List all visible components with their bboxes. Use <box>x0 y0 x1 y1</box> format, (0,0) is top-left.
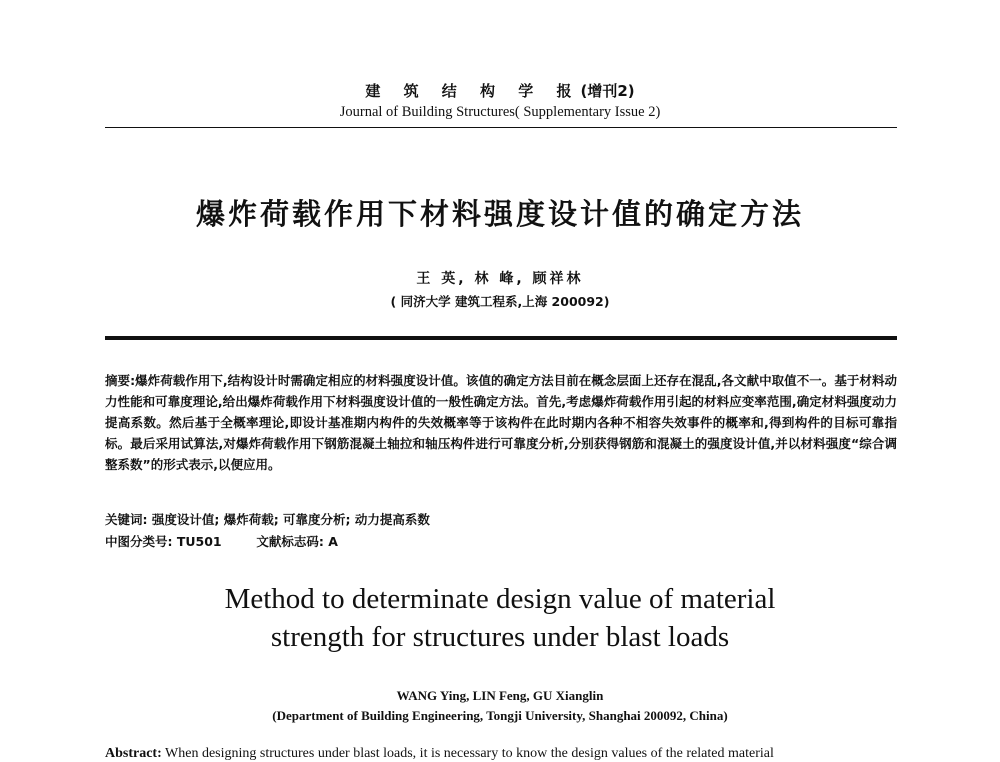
affiliation-cn: ( 同济大学 建筑工程系,上海 200092) <box>390 294 610 309</box>
paper-title-en-line2: strength for structures under blast loads <box>270 621 730 653</box>
keywords-cn <box>105 510 430 528</box>
journal-title-en: Journal of Building Structures( Supplementary Issue 2) <box>339 104 661 120</box>
journal-name-cn: 建 筑 结 构 学 报 <box>365 82 581 100</box>
journal-title-cn <box>0 80 1000 101</box>
paper-title-en <box>0 580 1000 656</box>
paper-title-cn: 爆炸荷载作用下材料强度设计值的确定方法 <box>195 197 804 231</box>
keywords-value-cn: 强度设计值; 爆炸荷载; 可靠度分析; 动力提高系数 <box>151 512 430 527</box>
abstract-text-en: When designing structures under blast loads, it is necessary to know the design values of the related material <box>165 746 774 761</box>
affiliation-en: (Department of Building Engineering, Tongji University, Shanghai 200092, China) <box>272 708 728 723</box>
clc-value: TU501 <box>176 534 222 549</box>
authors-en: WANG Ying, LIN Feng, GU Xianglin <box>396 688 604 703</box>
paper-title-en-line1: Method to determinate design value of material <box>224 583 776 615</box>
abstract-label-cn: 摘要: <box>105 373 136 388</box>
journal-issue-cn: (增刊2) <box>580 82 635 100</box>
title-divider <box>105 336 897 340</box>
abstract-text-cn: 爆炸荷载作用下,结构设计时需确定相应的材料强度设计值。该值的确定方法目前在概念层面上还存在混乱,各文献中取值不一。基于材料动力性能和可靠度理论,给出爆炸荷载作用下材料强度设计值的一般性确定方法。首先,考虑爆炸荷载作用引起的材料应变率范围,确定材料强度动力提高系数。然后基于全概率理论,即设计基准期内构件的失效概率等于该构件在此时期内各种不相容失效事件的概率和,得到构件的目标可靠指标。最后采用试算法,对爆炸荷载作用下钢筋混凝土轴拉和轴压构件进行可靠度分析,分别获得钢筋和混凝土的强度设计值,并以材料强度“综合调整系数”的形式表示,以便应用。 <box>105 373 897 472</box>
authors-cn: 王 英, 林 峰, 顾祥林 <box>416 271 584 287</box>
clc-label: 中图分类号: <box>105 534 173 549</box>
classification-line <box>105 532 338 550</box>
doc-code-value: A <box>328 534 338 549</box>
abstract-cn <box>105 370 897 475</box>
header-divider <box>105 127 897 128</box>
abstract-label-en: Abstract: <box>105 746 162 761</box>
doc-code-label: 文献标志码: <box>256 534 324 549</box>
keywords-label-cn: 关键词: <box>105 512 148 527</box>
